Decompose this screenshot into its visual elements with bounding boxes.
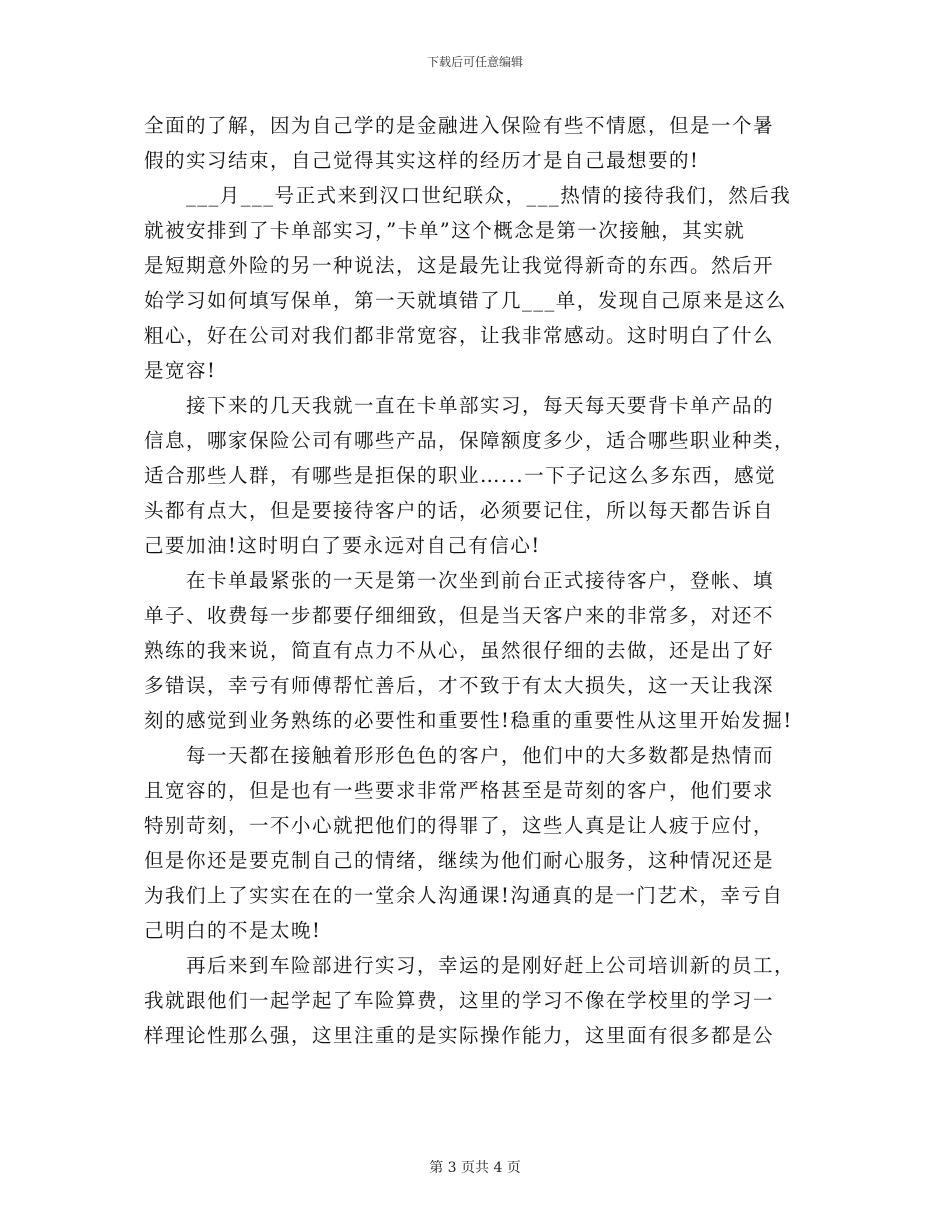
text-line: 且宽容的，但是也有一些要求非常严格甚至是苛刻的客户，他们要求 — [144, 779, 775, 802]
text-line: 但是你还是要克制自己的情绪，继续为他们耐心服务，这种情况还是 — [144, 849, 775, 872]
text-line: 信息，哪家保险公司有哪些产品，保障额度多少，适合哪些职业种类， — [144, 429, 796, 452]
text-line: 假的实习结束，自己觉得其实这样的经历才是自己最想要的! — [144, 149, 700, 172]
text-line: 己明白的不是太晚! — [144, 919, 322, 942]
text-line: 单子、收费每一步都要仔细细致，但是当天客户来的非常多，对还不 — [144, 604, 775, 627]
text-line: 样理论性那么强，这里注重的是实际操作能力，这里面有很多都是公 — [144, 1024, 775, 1047]
text-line: 是宽容! — [144, 359, 217, 382]
page-number-footer: 第 3 页共 4 页 — [429, 1160, 521, 1176]
text-line: 始学习如何填写保单，第一天就填错了几___单，发现自己原来是这么 — [144, 289, 787, 312]
text-line: 在卡单最紧张的一天是第一次坐到前台正式接待客户，登帐、填 — [186, 569, 775, 592]
text-line: 头都有点大，但是要接待客户的话，必须要记住，所以每天都告诉自 — [144, 499, 775, 522]
text-line: 我就跟他们一起学起了车险算费，这里的学习不像在学校里的学习一 — [144, 989, 775, 1012]
text-line: ___月___号正式来到汉口世纪联众，___热情的接待我们，然后我 — [186, 184, 792, 207]
document-body — [144, 108, 814, 1053]
text-line: 刻的感觉到业务熟练的必要性和重要性!稳重的重要性从这里开始发掘! — [144, 709, 793, 732]
text-line: 己要加油!这时明白了要永远对自己有信心! — [144, 534, 541, 557]
text-line: 再后来到车险部进行实习，幸运的是刚好赶上公司培训新的员工， — [186, 954, 796, 977]
text-line: 接下来的几天我就一直在卡单部实习，每天每天要背卡单产品的 — [186, 394, 775, 417]
text-line: 每一天都在接触着形形色色的客户，他们中的大多数都是热情而 — [186, 744, 775, 767]
text-line: 适合那些人群，有哪些是拒保的职业…...一下子记这么多东西，感觉 — [144, 464, 777, 487]
text-line: 就被安排到了卡单部实习，”卡单”这个概念是第一次接触，其实就 — [144, 219, 746, 242]
text-line: 是短期意外险的另一种说法，这是最先让我觉得新奇的东西。然后开 — [144, 254, 775, 277]
text-line: 特别苛刻，一不小心就把他们的得罪了，这些人真是让人疲于应付， — [144, 814, 775, 837]
text-line: 多错误，幸亏有师傅帮忙善后，才不致于有太大损失，这一天让我深 — [144, 674, 775, 697]
text-line: 为我们上了实实在在的一堂余人沟通课!沟通真的是一门艺术，幸亏自 — [144, 884, 784, 907]
text-line: 全面的了解，因为自己学的是金融进入保险有些不情愿，但是一个暑 — [144, 114, 775, 137]
text-line: 粗心，好在公司对我们都非常宽容，让我非常感动。这时明白了什么 — [144, 324, 775, 347]
page-header: 下载后可任意编辑 — [426, 55, 523, 69]
text-line: 熟练的我来说，简直有点力不从心，虽然很仔细的去做，还是出了好 — [144, 639, 775, 662]
